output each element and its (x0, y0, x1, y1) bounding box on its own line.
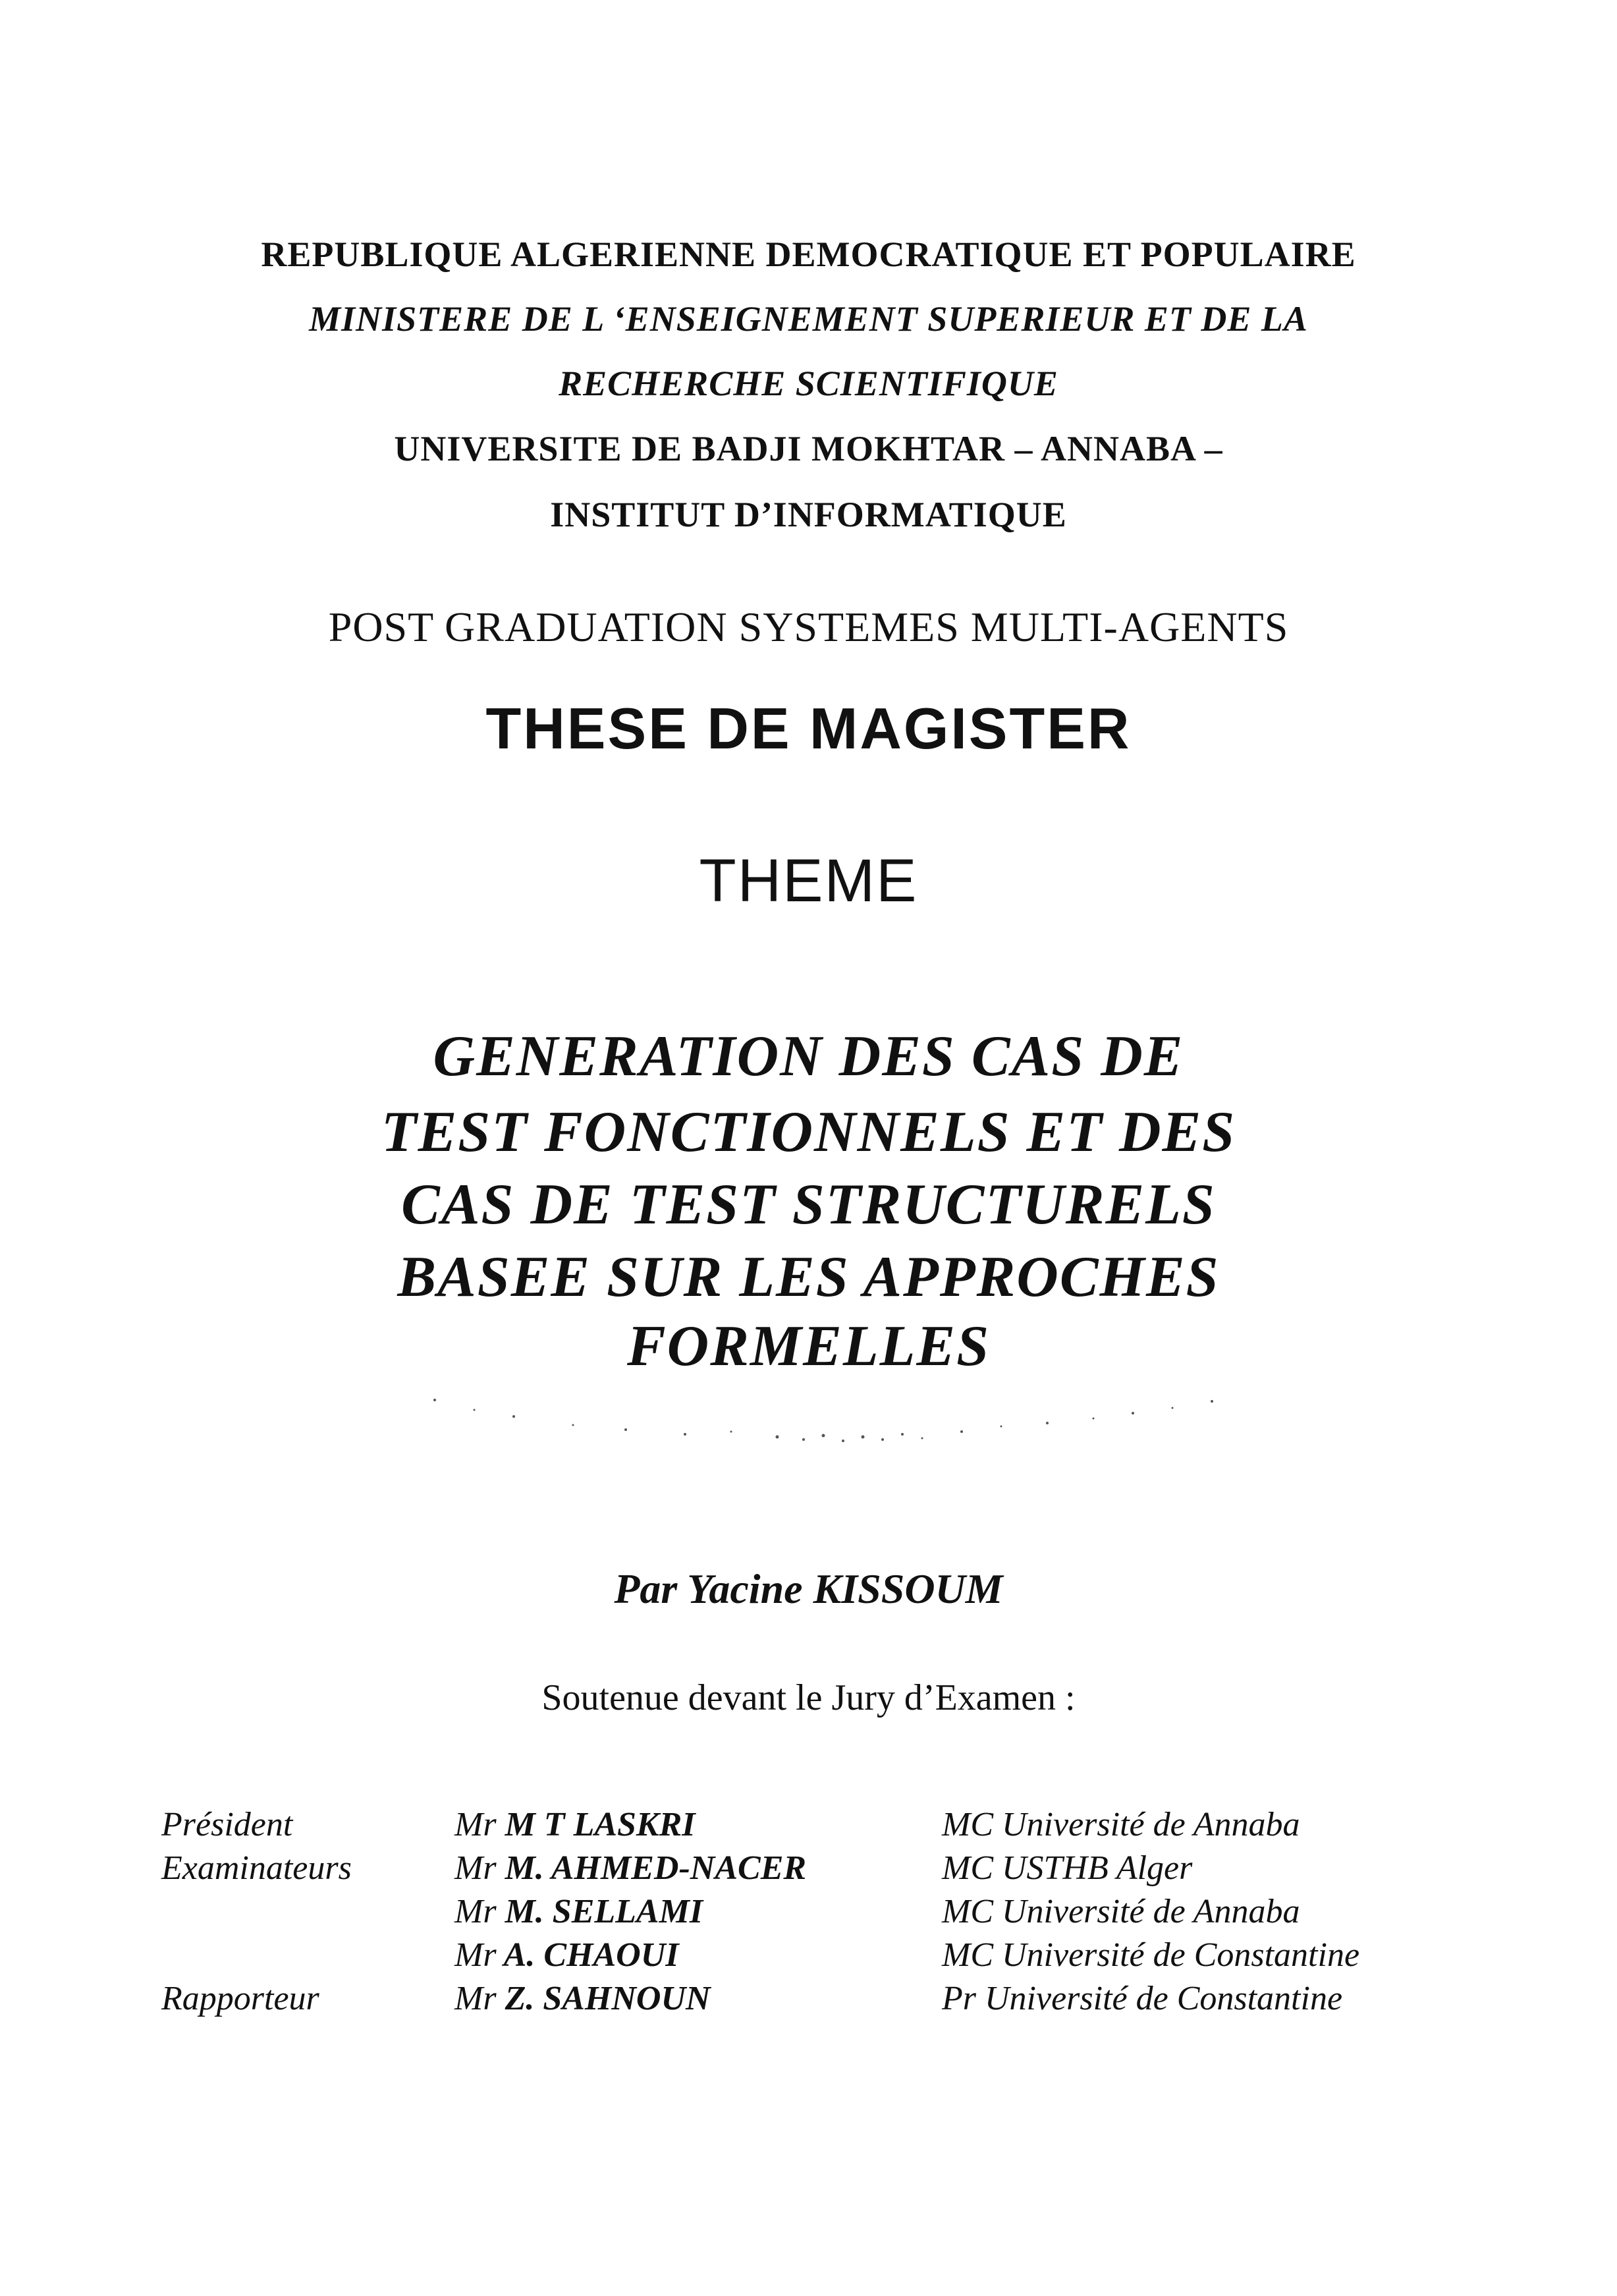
jury-row-examiner-1 (161, 1849, 1479, 1892)
ministry-heading-line1: MINISTERE DE L ‘ENSEIGNEMENT SUPERIEUR ET DE LA (309, 299, 1308, 339)
jury-role: Rapporteur (161, 1980, 319, 2017)
jury-name: M. AHMED-NACER (505, 1849, 807, 1887)
jury-affiliation: MC USTHB Alger (942, 1849, 1193, 1887)
jury-title: Mr (454, 1893, 497, 1930)
jury-member (454, 1892, 942, 1936)
author-line: Par Yacine KISSOUM (614, 1565, 1003, 1612)
jury-row-president (161, 1805, 1479, 1849)
jury-row-examiner-3 (161, 1936, 1479, 1979)
degree-title: THESE DE MAGISTER (485, 696, 1132, 761)
jury-affiliation: MC Université de Annaba (942, 1806, 1300, 1843)
jury-role (161, 1892, 454, 1936)
jury-name: Z. SAHNOUN (505, 1980, 711, 2017)
jury-affiliation: Pr Université de Constantine (942, 1980, 1343, 2017)
institute-heading: INSTITUT D’INFORMATIQUE (550, 495, 1067, 534)
jury-title: Mr (454, 1980, 497, 2017)
jury-affiliation: MC Université de Constantine (942, 1936, 1360, 1974)
jury-role (161, 1936, 454, 1979)
topic-line-1: GENERATION DES CAS DE (433, 1024, 1184, 1088)
jury-name: A. CHAOUI (503, 1936, 679, 1974)
jury-member (454, 1936, 942, 1979)
jury-role: Examinateurs (161, 1849, 352, 1887)
jury-name: M T LASKRI (505, 1806, 696, 1843)
jury-member (454, 1849, 942, 1892)
university-heading: UNIVERSITE DE BADJI MOKHTAR – ANNABA – (394, 429, 1223, 468)
jury-affiliation: MC Université de Annaba (942, 1893, 1300, 1930)
scan-speckle-decoration (422, 1393, 1245, 1466)
jury-row-examiner-2 (161, 1892, 1479, 1936)
jury-role: Président (161, 1806, 293, 1843)
jury-member (454, 1979, 942, 2023)
jury-title: Mr (454, 1936, 497, 1974)
program-title: POST GRADUATION SYSTEMES MULTI-AGENTS (328, 603, 1289, 650)
jury-table (161, 1805, 1479, 2023)
topic-line-2: TEST FONCTIONNELS ET DES (381, 1100, 1236, 1164)
ministry-heading-line2: RECHERCHE SCIENTIFIQUE (559, 364, 1058, 403)
republic-heading: REPUBLIQUE ALGERIENNE DEMOCRATIQUE ET POPULAIRE (261, 235, 1356, 274)
topic-line-5: FORMELLES (626, 1314, 991, 1378)
topic-line-3: CAS DE TEST STRUCTURELS (401, 1173, 1216, 1237)
jury-title: Mr (454, 1806, 497, 1843)
jury-title: Mr (454, 1849, 497, 1887)
topic-line-4: BASEE SUR LES APPROCHES (397, 1245, 1220, 1309)
jury-intro: Soutenue devant le Jury d’Examen : (541, 1677, 1076, 1718)
theme-label: THEME (699, 847, 918, 914)
jury-name: M. SELLAMI (505, 1893, 703, 1930)
jury-member (454, 1805, 942, 1849)
jury-row-rapporteur (161, 1979, 1479, 2023)
